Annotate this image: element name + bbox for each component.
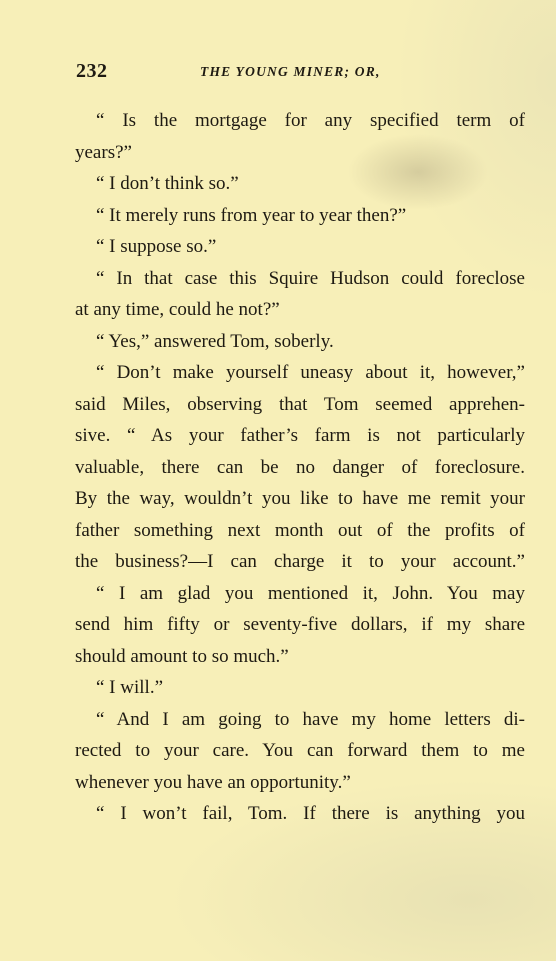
text-line: valuable, there can be no danger of foreclosure. (75, 456, 525, 478)
text-line: “ I will.” (96, 677, 164, 698)
text-line: By the way, wouldn’t you like to have me remit your (75, 488, 525, 509)
running-title: THE YOUNG MINER; OR, (200, 64, 381, 79)
text-line: the business?—I can charge it to your account.” (75, 551, 525, 572)
text-line: “ I don’t think so.” (96, 173, 239, 194)
text-line: “ Is the mortgage for any specified term of (96, 110, 525, 131)
text-line: “ In that case this Squire Hudson could foreclose (96, 267, 525, 289)
text-line: “ And I am going to have my home letters di- (96, 708, 525, 730)
text-line: should amount to so much.” (75, 645, 289, 667)
text-line: at any time, could he not?” (75, 299, 280, 320)
text-line: rected to your care. You can forward them to me (75, 740, 525, 761)
text-line: said Miles, observing that Tom seemed apprehen- (75, 393, 525, 415)
text-line: “ Don’t make yourself uneasy about it, however,” (96, 362, 525, 383)
text-line: “ I am glad you mentioned it, John. You may (96, 582, 525, 604)
text-line: “ I won’t fail, Tom. If there is anything you (96, 803, 525, 824)
running-head (76, 60, 522, 88)
text-line: years?” (75, 141, 132, 163)
body-text (75, 105, 525, 830)
page-number: 232 (76, 60, 108, 82)
text-line: whenever you have an opportunity.” (75, 771, 351, 793)
text-line: father something next month out of the profits of (75, 519, 525, 541)
text-line: “ I suppose so.” (96, 236, 217, 257)
text-line: “ It merely runs from year to year then?” (96, 204, 407, 226)
text-line: “ Yes,” answered Tom, soberly. (96, 330, 334, 352)
text-line: send him fifty or seventy-five dollars, if my share (75, 614, 525, 635)
text-line: sive. “ As your father’s farm is not particularly (75, 425, 525, 446)
